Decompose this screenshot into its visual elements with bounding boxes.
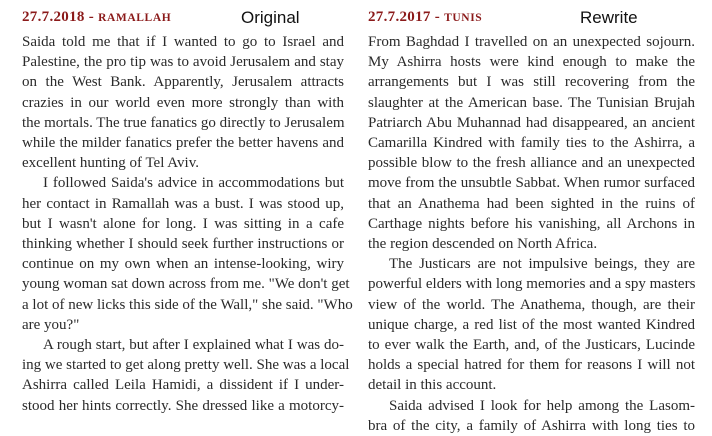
original-place: RAMALLAH [98,12,172,24]
text-line: possible blow to the fresh alliance and an unexpected [368,155,695,172]
text-line: unique charge, a red list of the most wanted Kindred [368,316,695,333]
text-line: on the West Bank. Apparently, Jerusalem attracts [22,74,344,91]
rewrite-header [368,0,695,32]
text-line: Saida told me that if I wanted to go to Israel and [22,34,344,50]
text-line: A rough start, but after I explained what I was do- [43,337,344,354]
text-line: bra of the city, a family of Ashirra with long ties to [368,417,695,434]
original-date: 27.7.2018 - [22,9,95,25]
text-line: arrangements but I was still recovering from the [368,74,695,91]
text-line: ing we started to get along pretty well. She was a local [22,357,350,374]
text-line: Patriarch Abu Muhannad had disappeared, an ancient [368,114,695,131]
original-column [22,0,353,416]
original-text [22,32,353,416]
original-dateline [22,9,171,26]
rewrite-label: Rewrite [580,8,638,27]
text-line: The Justicars are not impulsive beings, they are [389,256,695,273]
text-line: continue on my own when an intense-looking, wiry [22,256,344,273]
text-line: detail in this account. [368,377,497,394]
text-line: slaughter at the American base. The Tunisian Brujah [368,94,695,111]
text-line: Camarilla Kindred with family ties to the Ashirra, a [368,135,695,152]
text-line: view of the world. The Anathema, though, are their [368,296,695,313]
text-line: thinking whether I should seek further instructions or [22,236,344,253]
text-line: the mortals. The true fanatics go directly to Jerusalem [22,114,345,131]
text-line: Palestine, the pro tip was to avoid Jerusalem and stay [22,54,344,71]
original-label: Original [241,8,300,27]
text-line: My Ashirra hosts were kind enough to make the [368,54,695,71]
text-line: young woman sat down across from me. "We don't get [22,276,350,293]
text-line: that an Anathema had been sighted in the ruins of [368,195,695,212]
rewrite-text [368,32,695,436]
rewrite-place: TUNIS [444,12,483,24]
text-line: excellent hunting of Tel Aviv. [22,155,199,172]
text-line: Saida advised I look for help among the Lasom- [389,397,695,414]
text-line: while the milder fanatics prefer the better havens and [22,135,344,152]
text-line: powerful elders with long memories and a spy masters [368,276,696,293]
text-line: to ever walk the Earth, and, of the Justicars, Lucinde [368,337,695,354]
text-line: Carthage nights before his vanishing, all Archons in [368,215,695,232]
text-line: the region descended on North Africa. [368,236,598,253]
text-line: Ashirra called Leila Hamidi, a dissident if I under- [22,377,344,394]
text-line: her contact in Ramallah was a bust. I was stood up, [22,195,344,212]
rewrite-date: 27.7.2017 - [368,9,441,25]
original-header [22,0,344,32]
text-line: I followed Saida's advice in accommodations but [43,175,344,192]
text-line: From Baghdad I travelled on an unexpected sojourn. [368,34,695,50]
text-line: stood her hints correctly. She dressed like a motorcy- [22,397,344,414]
rewrite-dateline [368,9,482,26]
text-line: a lot of new licks this side of the Wall," she said. "Who [22,296,353,313]
text-line: but I wasn't alone for long. I was sitting in a cafe [22,215,344,232]
text-line: move from the unsubtle Sabbat. When rumor surfaced [368,175,695,192]
rewrite-column [368,0,695,436]
text-line: are you?" [22,316,80,333]
text-line: holds a special hatred for them for reasons I will not [368,357,695,374]
text-line: crazies in our world even more strongly than with [22,94,344,111]
